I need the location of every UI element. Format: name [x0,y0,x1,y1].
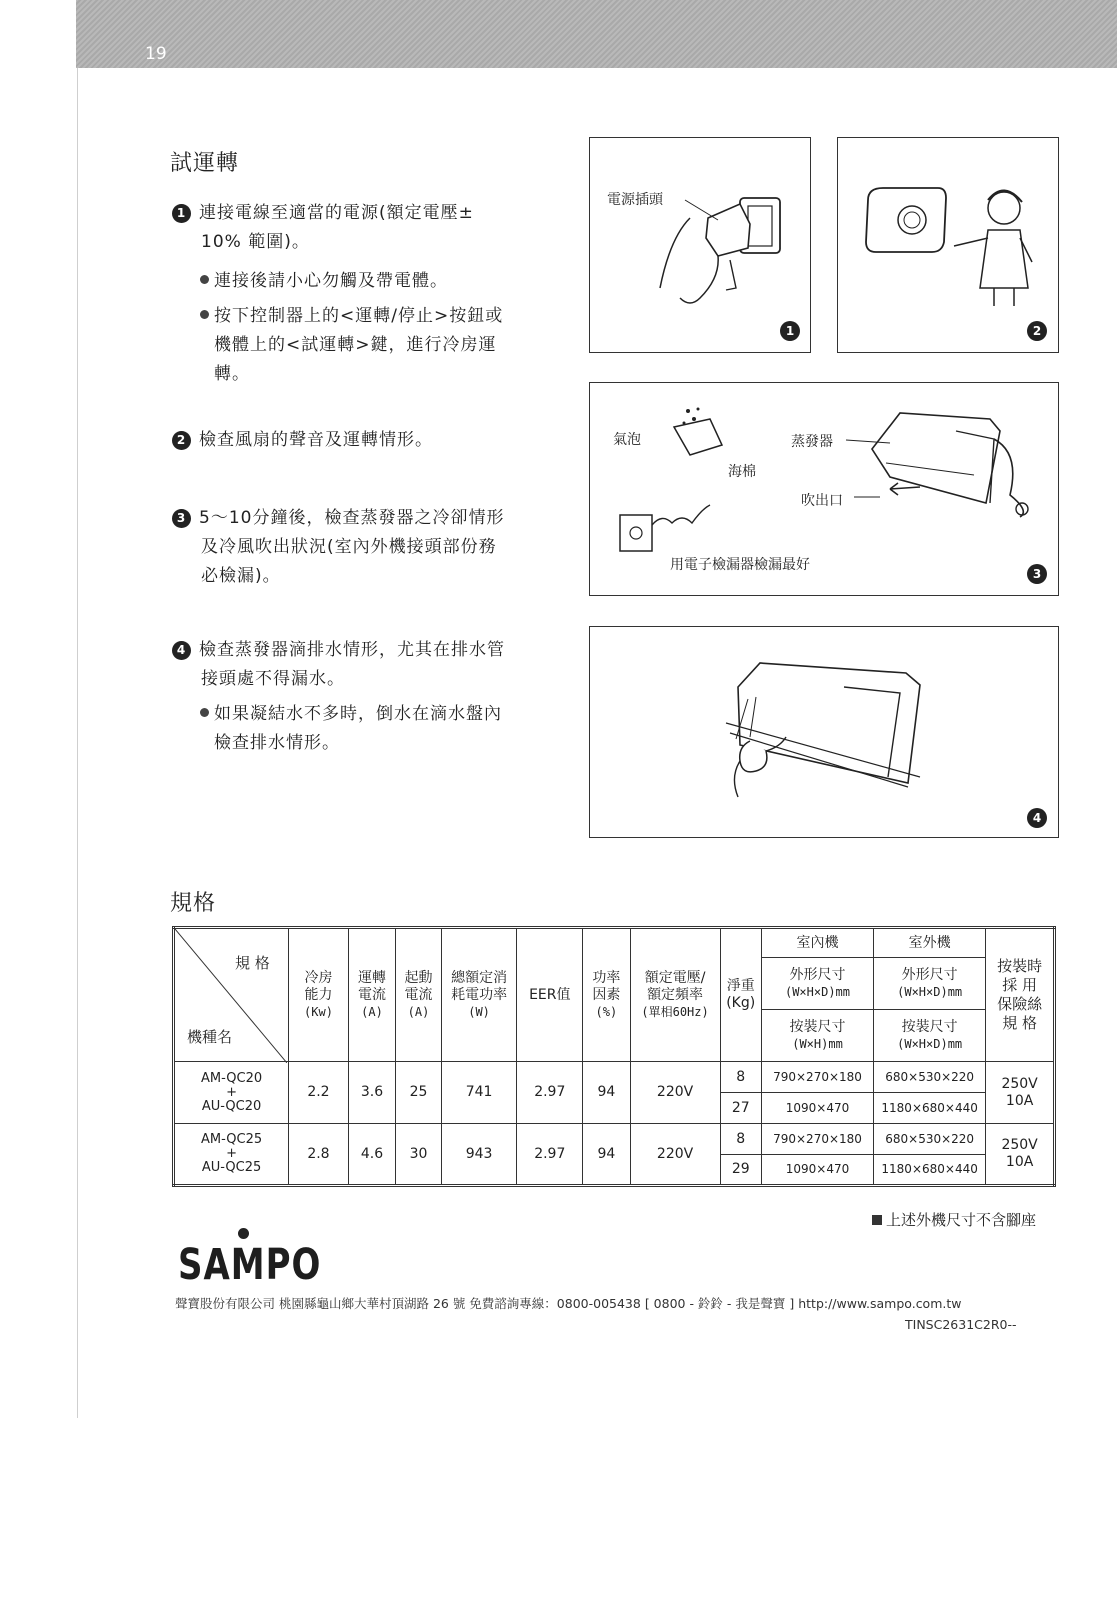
figure-power-plug [589,137,811,353]
step-3-text: 必檢漏)。 [201,566,281,586]
note-text: 檢查排水情形。 [214,733,340,753]
step-3-number: 3 [172,509,191,528]
sampo-logo: SAMPO [178,1240,322,1290]
step-1-number: 1 [172,204,191,223]
eer-value: 2.97 [517,1062,583,1124]
cooling-value: 2.8 [289,1124,349,1186]
col-fuse: 按裝時 採 用 保險絲 規 格 [986,928,1055,1062]
col-weight: 淨重 (Kg) [720,928,761,1062]
figure-4-number: 4 [1027,808,1047,828]
spec-table [172,926,1056,1187]
indoor-outer-dim: 790×270×180 [761,1124,873,1155]
outdoor-outer-dim-header: 外形尺寸 (W×H×D)mm [874,958,986,1010]
step-4 [172,636,544,694]
col-cooling: 冷房 能力 (Kw) [289,928,349,1062]
indoor-weight: 8 [720,1062,761,1093]
col-indoor: 室內機 [761,928,873,958]
note-text: 如果凝結水不多時，倒水在滴水盤內 [214,704,502,724]
person-listening-illustration [838,138,1058,352]
cooling-value: 2.2 [289,1062,349,1124]
run-current-value: 4.6 [348,1124,395,1186]
step-2-number: 2 [172,431,191,450]
evaporator-leak-illustration [590,383,1058,595]
outdoor-install-dim-header: 按裝尺寸 (W×H×D)mm [874,1010,986,1062]
bubble-label: 氣泡 [613,432,641,448]
col-power: 總額定消 耗電功率 (W) [441,928,517,1062]
pf-value: 94 [583,1062,630,1124]
note-text: 連接後請小心勿觸及帶電體。 [214,271,448,291]
step-4-number: 4 [172,641,191,660]
figure-fan-check [837,137,1059,353]
spec-title: 規格 [170,891,217,916]
step-1-note-1 [200,267,546,296]
col-eer: EER值 [517,928,583,1062]
header-bar [76,0,1117,68]
model-name: AM-QC20 + AU-QC20 [174,1062,289,1124]
voltage-value: 220V [630,1062,720,1124]
step-1 [172,199,544,257]
figure-leak-check [589,382,1059,596]
bullet-icon [200,310,209,319]
indoor-outer-dim: 790×270×180 [761,1062,873,1093]
step-2-text: 檢查風扇的聲音及運轉情形。 [199,430,433,450]
step-1-note-2 [200,302,546,389]
fuse-value: 250V 10A [986,1062,1055,1124]
start-current-value: 25 [396,1062,441,1124]
hand-plug-illustration [590,138,810,352]
sponge-label: 海棉 [728,464,756,480]
outdoor-outer-dim: 680×530×220 [874,1062,986,1093]
run-current-value: 3.6 [348,1062,395,1124]
step-4-text: 接頭處不得漏水。 [201,669,345,689]
indoor-install-dim: 1090×470 [761,1093,873,1124]
detector-label: 用電子檢漏器檢漏最好 [670,557,810,573]
table-row [174,1124,1055,1155]
figure-3-number: 3 [1027,564,1047,584]
bullet-icon [200,275,209,284]
col-run-current: 運轉 電流 (A) [348,928,395,1062]
step-1-text: 連接電線至適當的電源(額定電壓± [199,203,474,223]
note-text: 轉。 [214,364,250,384]
logo-dot-icon [238,1228,249,1239]
figure-1-number: 1 [780,321,800,341]
evaporator-label: 蒸發器 [791,434,833,450]
indoor-install-dim: 1090×470 [761,1155,873,1186]
note-text: 按下控制器上的<運轉/停止>按鈕或 [214,306,504,326]
indoor-install-dim-header: 按裝尺寸 (W×H)mm [761,1010,873,1062]
figure-drain-check [589,626,1059,838]
indoor-weight: 8 [720,1124,761,1155]
step-1-text-2: 10% 範圍)。 [201,232,310,252]
step-3-text: 5～10分鐘後，檢查蒸發器之冷卻情形 [199,508,505,528]
col-start-current: 起動 電流 (A) [396,928,441,1062]
drain-pour-illustration [590,627,1058,837]
outdoor-weight: 27 [720,1093,761,1124]
figure-2-number: 2 [1027,321,1047,341]
outdoor-install-dim: 1180×680×440 [874,1093,986,1124]
outdoor-outer-dim: 680×530×220 [874,1124,986,1155]
voltage-value: 220V [630,1124,720,1186]
outlet-label: 吹出口 [801,493,843,509]
eer-value: 2.97 [517,1124,583,1186]
start-current-value: 30 [396,1124,441,1186]
col-pf: 功率 因素 (%) [583,928,630,1062]
corner-header [174,928,289,1062]
bullet-icon [200,708,209,717]
outdoor-install-dim: 1180×680×440 [874,1155,986,1186]
col-voltage: 額定電壓/ 額定頻率 (單相60Hz) [630,928,720,1062]
spec-note [872,1209,1036,1230]
indoor-outer-dim-header: 外形尺寸 (W×H×D)mm [761,958,873,1010]
model-name: AM-QC25 + AU-QC25 [174,1124,289,1186]
outdoor-weight: 29 [720,1155,761,1186]
col-outdoor: 室外機 [874,928,986,958]
step-4-text: 檢查蒸發器滴排水情形，尤其在排水管 [199,640,505,660]
step-3-text: 及冷風吹出狀況(室內外機接頭部份務 [201,537,497,557]
step-2 [172,426,544,455]
step-4-note [200,700,546,758]
corner-bottom-label: 機種名 [187,1028,233,1046]
note-text: 機體上的<試運轉>鍵，進行冷房運 [214,335,497,355]
power-plug-label: 電源插頭 [607,192,663,208]
test-run-title: 試運轉 [170,151,240,176]
binding-line [77,68,78,1418]
corner-top-label: 規 格 [235,954,270,972]
page-number: 19 [145,44,167,64]
spec-note-text: 上述外機尺寸不含腳座 [886,1211,1037,1229]
table-row [174,1062,1055,1093]
square-bullet-icon [872,1215,882,1225]
power-value: 741 [441,1062,517,1124]
pf-value: 94 [583,1124,630,1186]
step-3 [172,504,544,591]
power-value: 943 [441,1124,517,1186]
document-code: TINSC2631C2R0-- [905,1317,1017,1332]
fuse-value: 250V 10A [986,1124,1055,1186]
company-footer: 聲寶股份有限公司 桃園縣龜山鄉大華村頂湖路 26 號 免費諮詢專線：0800-005438 [ 0800 - 鈴鈴 - 我是聲寶 ] http://www.sampo.com.tw [175,1296,962,1311]
